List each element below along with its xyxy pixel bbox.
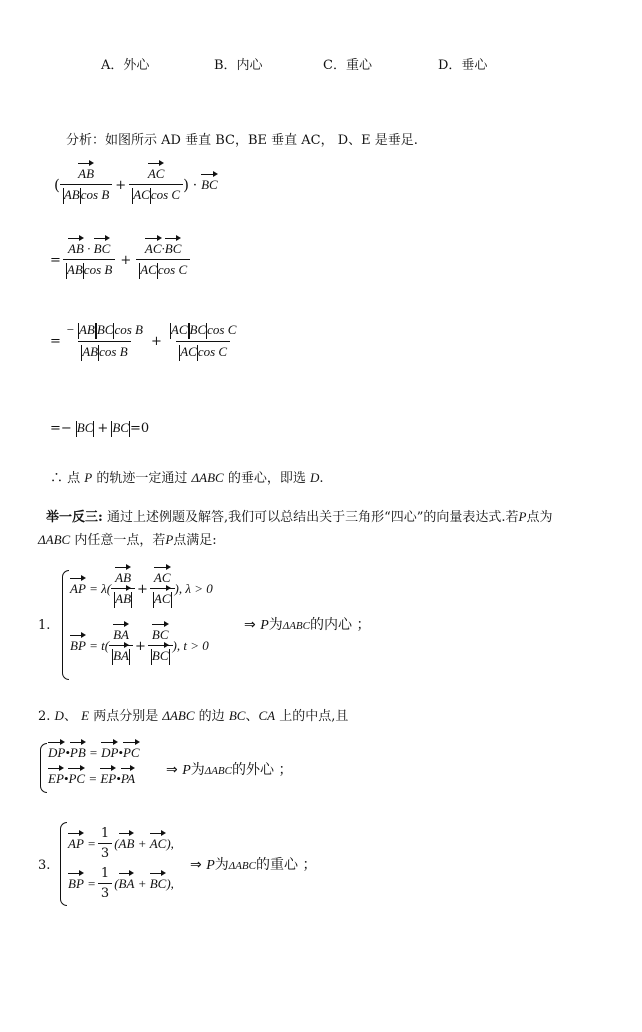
math-line-4: =− BC + BC =0 bbox=[50, 420, 150, 436]
item1-number: 1. bbox=[38, 618, 51, 633]
item1-brace bbox=[62, 570, 69, 680]
item1-result: ⇒ P为ΔABC的内心 ； bbox=[244, 617, 371, 633]
math-summary: (AB/(|AB|cosB) + AC/(|AC|cosC))·BC = AB·BC/(|AB|cosB) + AC·BC/(|AC|cosC) = −|AB||BC|cosB/(|AB|cosB) + |AC||BC|cosC/(|AC|cosC) bbox=[0, 1010, 69, 1011]
conclusion-text: ∴ 点 P 的轨迹一定通过 ΔABC 的垂心，即选 D. bbox=[50, 470, 324, 486]
math-line-3: = $\frac{\text{− AB BCcos B}}{\text{ABcos B}}$ + $\frac{\text{AC BCcos C}}{\text{ACcos C}}$ bbox=[50, 322, 239, 361]
item2-text: 2. D、 E 两点分别是 ΔABC 的边 BC、CA 上的中点,且 bbox=[38, 708, 349, 724]
item3-brace bbox=[60, 822, 67, 906]
extension-line-2: ΔABC 内任意一点，若P点满足: bbox=[38, 532, 217, 548]
item1-condition-2: BP = t( $\frac{BA}{BA}$ + $\frac{BC}{BC}$ ) , t > 0 bbox=[70, 627, 209, 665]
option-c: C．重心 bbox=[323, 58, 372, 73]
item3-number: 3. bbox=[38, 858, 51, 873]
item3-condition-2: BP = $\frac{1}{3}$ (BA + BC), bbox=[68, 866, 174, 901]
item3-condition-1: AP = $\frac{1}{3}$ (AB + AC), bbox=[68, 826, 174, 861]
item1-condition-1: AP = λ( $\frac{AB}{AB}$ + $\frac{AC}{AC}$ ) , λ > 0 bbox=[70, 570, 213, 608]
item2-result: ⇒ P为ΔABC的外心 ； bbox=[166, 762, 293, 778]
option-d: D．垂心 bbox=[438, 58, 488, 73]
analysis-text: 分析：如图所示 AD 垂直 BC，BE 垂直 AC， D、E 是垂足. bbox=[66, 133, 418, 148]
item2-condition-2: EP•PC = EP•PA bbox=[48, 771, 136, 786]
option-a: A．外心 bbox=[101, 58, 150, 73]
item2-brace bbox=[40, 743, 47, 793]
item3-result: ⇒ P为ΔABC的重心 ； bbox=[190, 857, 317, 873]
item2-condition-1: DP•PB = DP•PC bbox=[48, 745, 140, 760]
extension-line-1: 举一反三: 通过上述例题及解答,我们可以总结出关于三角形“四心”的向量表达式.若P点为 bbox=[46, 509, 553, 525]
math-line-2: = $\frac{AB \cdot BC}{\text{ABcos B}}$ + $\frac{AC\cdot BC}{\text{ACcos C}}$ bbox=[50, 241, 190, 279]
extension-label: 举一反三: bbox=[46, 510, 103, 525]
math-line-1: ( $\frac{AB}{\text{ABcos B}}$ + $\frac{AC}{\text{ACcos C}}$ ) · BC bbox=[54, 166, 218, 204]
option-b: B．内心 bbox=[214, 58, 263, 73]
